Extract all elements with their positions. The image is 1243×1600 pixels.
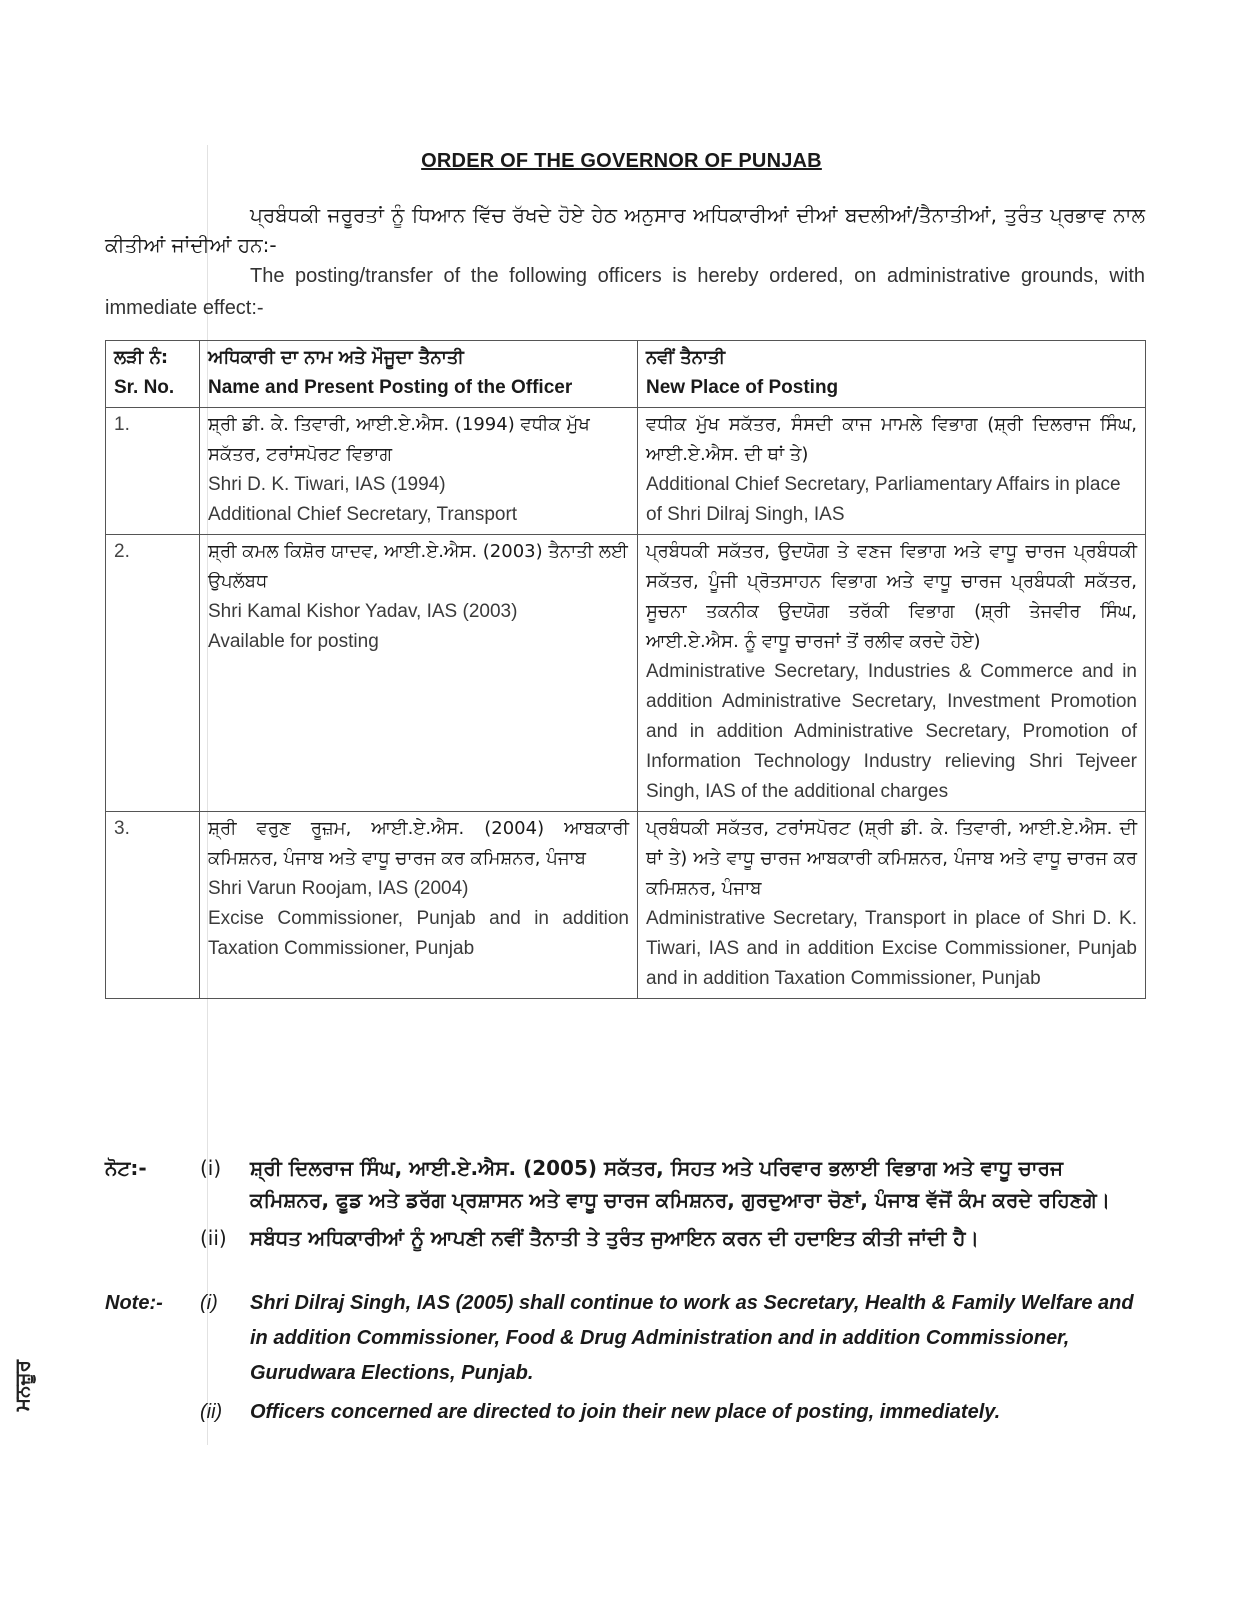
header-name bbox=[200, 341, 638, 408]
intro-english: The posting/transfer of the following officers is hereby ordered, on administrative grounds, with immediate effect:- bbox=[105, 265, 1145, 319]
note-number: (ii) bbox=[200, 1401, 223, 1423]
note-text: Shri Dilraj Singh, IAS (2005) shall continue to work as Secretary, Health & Family Welfare and in addition Commissioner, Food & Drug Administration and in addition Commissioner, Gurudwara Elections, Punjab. bbox=[250, 1292, 1134, 1384]
new-posting-pa: ਪ੍ਰਬੰਧਕੀ ਸਕੱਤਰ, ਟਰਾਂਸਪੋਰਟ (ਸ਼੍ਰੀ ਡੀ. ਕੇ. ਤਿਵਾਰੀ, ਆਈ.ਏ.ਐਸ. ਦੀ ਥਾਂ ਤੇ) ਅਤੇ ਵਾਧੂ ਚਾਰਜ ਆਬਕਾਰੀ ਕਮਿਸ਼ਨਰ, ਪੰਜਾਬ ਅਤੇ ਵਾਧੂ ਚਾਰਜ ਕਰ ਕਮਿਸ਼ਨਰ, ਪੰਜਾਬ bbox=[646, 818, 1137, 899]
header-sr-no bbox=[106, 341, 200, 408]
note-item bbox=[105, 1152, 1145, 1216]
row-officer-cell bbox=[200, 812, 638, 999]
note-text: Officers concerned are directed to join their new place of posting, immediately. bbox=[250, 1401, 1001, 1423]
row-sr-no: 1. bbox=[106, 408, 200, 535]
new-posting-en: Administrative Secretary, Industries & Commerce and in addition Administrative Secretary, Investment Promotion and in addition Administrative Secretary, Promotion of Information Technology Industry relieving Shri Tejveer Singh, IAS of the additional charges bbox=[646, 661, 1137, 802]
note-item bbox=[105, 1286, 1145, 1391]
note-text: ਸ਼੍ਰੀ ਦਿਲਰਾਜ ਸਿੰਘ, ਆਈ.ਏ.ਐਸ. (2005) ਸਕੱਤਰ, ਸਿਹਤ ਅਤੇ ਪਰਿਵਾਰ ਭਲਾਈ ਵਿਭਾਗ ਅਤੇ ਵਾਧੂ ਚਾਰਜ ਕਮਿਸ਼ਨਰ, ਫੂਡ ਅਤੇ ਡਰੱਗ ਪ੍ਰਸ਼ਾਸਨ ਅਤੇ ਵਾਧੂ ਚਾਰਜ ਕਮਿਸ਼ਨਰ, ਗੁਰਦੁਆਰਾ ਚੋਣਾਂ, ਪੰਜਾਬ ਵੱਜੋਂ ਕੰਮ ਕਰਦੇ ਰਹਿਣਗੇ। bbox=[250, 1156, 1111, 1212]
table-header-row bbox=[106, 341, 1146, 408]
row-sr-no: 3. bbox=[106, 812, 200, 999]
row-sr-no: 2. bbox=[106, 535, 200, 812]
note-number: (ii) bbox=[200, 1226, 227, 1250]
officer-present-posting: Additional Chief Secretary, Transport bbox=[208, 504, 518, 525]
row-new-posting-cell bbox=[638, 408, 1146, 535]
header-new-pa: ਨਵੀਂ ਤੈਨਾਤੀ bbox=[646, 347, 726, 368]
notes-punjabi bbox=[105, 1152, 1145, 1254]
new-posting-en: Additional Chief Secretary, Parliamentary Affairs in place of Shri Dilraj Singh, IAS bbox=[646, 474, 1121, 525]
postings-table bbox=[105, 340, 1146, 999]
new-posting-en: Administrative Secretary, Transport in place of Shri D. K. Tiwari, IAS and in addition Excise Commissioner, Punjab and in addition Taxation Commissioner, Punjab bbox=[646, 908, 1137, 989]
note-text: ਸਬੰਧਤ ਅਧਿਕਾਰੀਆਂ ਨੂੰ ਆਪਣੀ ਨਵੀਂ ਤੈਨਾਤੀ ਤੇ ਤੁਰੰਤ ਜੁਆਇਨ ਕਰਨ ਦੀ ਹਦਾਇਤ ਕੀਤੀ ਜਾਂਦੀ ਹੈ। bbox=[250, 1226, 980, 1250]
note-item bbox=[105, 1222, 1145, 1254]
header-new-en: New Place of Posting bbox=[646, 377, 839, 398]
order-title: ORDER OF THE GOVERNOR OF PUNJAB bbox=[421, 150, 822, 172]
new-posting-pa: ਪ੍ਰਬੰਧਕੀ ਸਕੱਤਰ, ਉਦਯੋਗ ਤੇ ਵਣਜ ਵਿਭਾਗ ਅਤੇ ਵਾਧੂ ਚਾਰਜ ਪ੍ਰਬੰਧਕੀ ਸਕੱਤਰ, ਪੂੰਜੀ ਪ੍ਰੋਤਸਾਹਨ ਵਿਭਾਗ ਅਤੇ ਵਾਧੂ ਚਾਰਜ ਪ੍ਰਬੰਧਕੀ ਸਕੱਤਰ, ਸੂਚਨਾ ਤਕਨੀਕ ਉਦਯੋਗ ਤਰੱਕੀ ਵਿਭਾਗ (ਸ਼੍ਰੀ ਤੇਜਵੀਰ ਸਿੰਘ, ਆਈ.ਏ.ਐਸ. ਨੂੰ ਵਾਧੂ ਚਾਰਜਾਂ ਤੋਂ ਰਲੀਵ ਕਰਦੇ ਹੋਏ) bbox=[646, 541, 1137, 652]
header-new-posting bbox=[638, 341, 1146, 408]
note-item bbox=[105, 1395, 1145, 1430]
officer-name-pa: ਸ਼੍ਰੀ ਡੀ. ਕੇ. ਤਿਵਾਰੀ, ਆਈ.ਏ.ਐਸ. (1994) ਵਧੀਕ ਮੁੱਖ ਸਕੱਤਰ, ਟਰਾਂਸਪੋਰਟ ਵਿਭਾਗ bbox=[208, 414, 590, 465]
officer-present-posting: Excise Commissioner, Punjab and in addition Taxation Commissioner, Punjab bbox=[208, 908, 629, 959]
row-officer-cell bbox=[200, 535, 638, 812]
approval-stamp: ਮਨਜ਼ੂਰ bbox=[10, 1360, 34, 1412]
header-name-pa: ਅਧਿਕਾਰੀ ਦਾ ਨਾਮ ਅਤੇ ਮੌਜੂਦਾ ਤੈਨਾਤੀ bbox=[208, 347, 464, 368]
row-new-posting-cell bbox=[638, 535, 1146, 812]
row-officer-cell bbox=[200, 408, 638, 535]
note-number: (i) bbox=[200, 1156, 222, 1180]
notes-english bbox=[105, 1286, 1145, 1430]
officer-name-pa: ਸ਼੍ਰੀ ਵਰੁਣ ਰੂਜ਼ਮ, ਆਈ.ਏ.ਐਸ. (2004) ਆਬਕਾਰੀ ਕਮਿਸ਼ਨਰ, ਪੰਜਾਬ ਅਤੇ ਵਾਧੂ ਚਾਰਜ ਕਰ ਕਮਿਸ਼ਨਰ, ਪੰਜਾਬ bbox=[208, 818, 629, 869]
table-row bbox=[106, 535, 1146, 812]
header-sr-pa: ਲੜੀ ਨੰ: bbox=[114, 347, 169, 368]
officer-name-en: Shri Kamal Kishor Yadav, IAS (2003) bbox=[208, 601, 518, 622]
note-number: (i) bbox=[200, 1292, 218, 1314]
row-new-posting-cell bbox=[638, 812, 1146, 999]
table-row bbox=[106, 408, 1146, 535]
officer-name-pa: ਸ਼੍ਰੀ ਕਮਲ ਕਿਸ਼ੋਰ ਯਾਦਵ, ਆਈ.ਏ.ਐਸ. (2003) ਤੈਨਾਤੀ ਲਈ ਉਪਲੱਬਧ bbox=[208, 541, 628, 592]
table-row bbox=[106, 812, 1146, 999]
new-posting-pa: ਵਧੀਕ ਮੁੱਖ ਸਕੱਤਰ, ਸੰਸਦੀ ਕਾਜ ਮਾਮਲੇ ਵਿਭਾਗ (ਸ਼੍ਰੀ ਦਿਲਰਾਜ ਸਿੰਘ, ਆਈ.ਏ.ਐਸ. ਦੀ ਥਾਂ ਤੇ) bbox=[646, 414, 1137, 465]
officer-name-en: Shri D. K. Tiwari, IAS (1994) bbox=[208, 474, 446, 495]
intro-punjabi: ਪ੍ਰਬੰਧਕੀ ਜਰੂਰਤਾਂ ਨੂੰ ਧਿਆਨ ਵਿੱਚ ਰੱਖਦੇ ਹੋਏ ਹੇਠ ਅਨੁਸਾਰ ਅਧਿਕਾਰੀਆਂ ਦੀਆਂ ਬਦਲੀਆਂ/ਤੈਨਾਤੀਆਂ, ਤੁਰੰਤ ਪ੍ਰਭਾਵ ਨਾਲ ਕੀਤੀਆਂ ਜਾਂਦੀਆਂ ਹਨ:- bbox=[105, 203, 1145, 257]
officer-name-en: Shri Varun Roojam, IAS (2004) bbox=[208, 878, 469, 899]
header-sr-en: Sr. No. bbox=[114, 377, 175, 398]
header-name-en: Name and Present Posting of the Officer bbox=[208, 377, 573, 398]
note-label: ਨੋਟ:- bbox=[105, 1156, 147, 1180]
note-label: Note:- bbox=[105, 1292, 163, 1314]
officer-present-posting: Available for posting bbox=[208, 631, 379, 652]
